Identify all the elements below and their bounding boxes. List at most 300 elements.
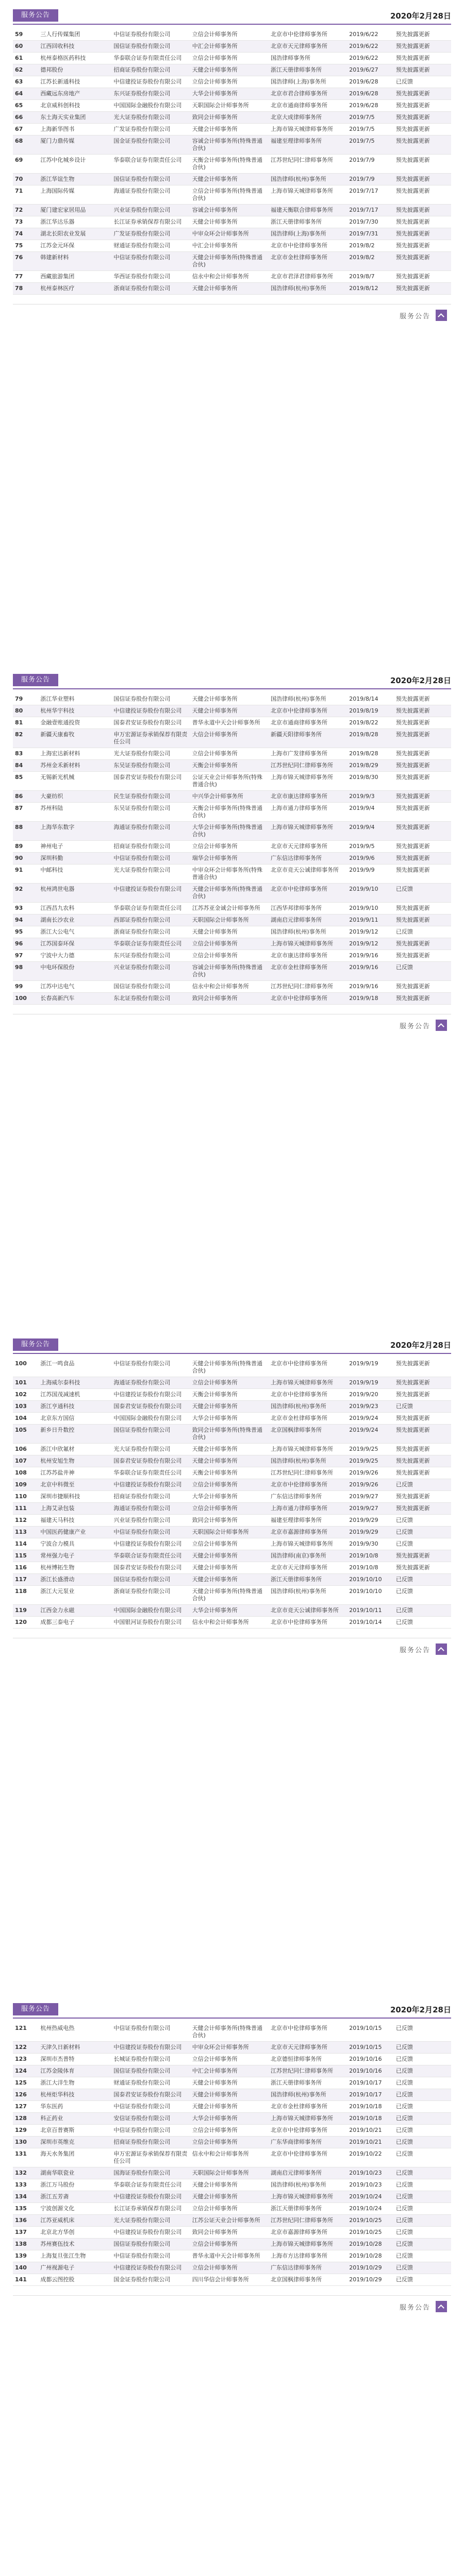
header-tag: 服务公告: [13, 1338, 58, 1351]
sponsor-name: 申万宏源证券承销保荐有限责任公司: [113, 2150, 188, 2164]
review-status: 预先披露更新: [395, 1427, 430, 1433]
review-status: 预先披露更新: [395, 1415, 430, 1421]
law-firm: 广东信达律师事务所: [270, 855, 322, 861]
table-row: [13, 865, 451, 884]
audit-firm: 立信会计师事务所(特殊普通合伙): [192, 188, 262, 201]
law-firm: 国浩律师(杭州)事务所: [270, 176, 326, 182]
law-firm: 上海市通力律师事务所: [270, 805, 327, 811]
law-firm: 北京市中伦律师事务所: [270, 707, 327, 714]
company-name: 江苏金元环保: [40, 242, 75, 249]
law-firm: 江苏世纪同仁律师事务所: [270, 2217, 333, 2224]
filing-date: 2019/10/8: [349, 1552, 378, 1559]
sponsor-name: 国泰君安证券股份有限公司: [113, 1564, 182, 1571]
company-name: 深圳市捷顺科技: [40, 1493, 80, 1500]
row-index: 65: [15, 102, 23, 109]
audit-firm: 容诚会计师事务所(特殊普通合伙): [192, 138, 262, 151]
arrow-right-icon[interactable]: [436, 310, 447, 321]
sponsor-name: 浙商证券股份有限公司: [113, 928, 171, 935]
table-row: [13, 993, 451, 1005]
audit-firm: 天健会计师事务所: [192, 285, 238, 292]
table-row: [13, 2239, 451, 2250]
law-firm: 北京市嘉源律师事务所: [270, 1529, 327, 1535]
filing-date: 2019/10/25: [349, 2217, 382, 2224]
audit-firm: 天健会计师事务所(特殊普通合伙): [192, 254, 262, 268]
sponsor-name: 中国国际金融股份有限公司: [113, 1607, 182, 1614]
sponsor-name: 华泰联合证券有限责任公司: [113, 940, 182, 947]
row-index: 138: [15, 2241, 27, 2247]
company-name: 北京中科微至: [40, 1481, 75, 1488]
review-status: 已反馈: [395, 2217, 413, 2224]
table-row: [13, 1491, 451, 1503]
review-status: 预先披露更新: [395, 114, 430, 121]
law-firm: 北京市通商律师事务所: [270, 102, 327, 109]
review-status: 预先披露更新: [395, 731, 430, 738]
company-name: 上海复旦张江生物: [40, 2252, 86, 2259]
row-index: 67: [15, 126, 23, 132]
filing-date: 2019/6/22: [349, 55, 378, 61]
company-name: 新疆天康畜牧: [40, 731, 75, 738]
audit-firm: 立信会计师事务所: [192, 1481, 238, 1488]
sponsor-name: 兴业证券股份有限公司: [113, 207, 171, 213]
law-firm: 福建至理律师事务所: [270, 1517, 322, 1523]
header-divider: [13, 24, 451, 25]
filing-date: 2019/10/11: [349, 1607, 382, 1614]
filing-date: 2019/9/16: [349, 952, 378, 959]
audit-firm: 天健会计师事务所(特殊普通合伙): [192, 2025, 262, 2039]
filing-date: 2019/6/28: [349, 102, 378, 109]
review-status: 预先披露更新: [395, 1469, 430, 1476]
review-status: 已反馈: [395, 2056, 413, 2062]
sponsor-name: 中信建投证券股份有限公司: [113, 1540, 182, 1547]
law-firm: 北京大成律师事务所: [270, 114, 322, 121]
review-status: 预先披露更新: [395, 43, 430, 49]
filing-date: 2019/10/24: [349, 2193, 382, 2200]
table-row: [13, 2137, 451, 2148]
row-index: 97: [15, 952, 23, 959]
audit-firm: 天健会计师事务所: [192, 1564, 238, 1571]
review-status: 预先披露更新: [395, 1458, 430, 1464]
sponsor-name: 东吴证券股份有限公司: [113, 762, 171, 769]
company-name: 宁波合力模具: [40, 1540, 75, 1547]
law-firm: 北京市康达律师事务所: [270, 952, 327, 959]
page-footer: [13, 304, 451, 325]
sponsor-name: 中信证券股份有限公司: [113, 2252, 171, 2259]
sponsor-name: 民生证券股份有限公司: [113, 793, 171, 800]
row-index: 94: [15, 917, 23, 923]
filing-date: 2019/6/22: [349, 43, 378, 49]
company-name: 华东医药: [40, 2103, 63, 2110]
review-status: 预先披露更新: [395, 55, 430, 61]
law-firm: 北京国枫律师事务所: [270, 2276, 322, 2283]
law-firm: 上海市锦天城律师事务所: [270, 188, 333, 194]
header-divider: [13, 688, 451, 689]
row-index: 113: [15, 1529, 27, 1535]
audit-firm: 大华会计师事务所: [192, 1493, 238, 1500]
law-firm: 浙江天册律师事务所: [270, 2205, 322, 2212]
filing-date: 2019/10/10: [349, 1588, 382, 1595]
filing-date: 2019/6/27: [349, 66, 378, 73]
audit-firm: 大华会计师事务所: [192, 2115, 238, 2122]
audit-firm: 立信会计师事务所: [192, 1379, 238, 1386]
review-status: 已反馈: [395, 1540, 413, 1547]
law-firm: 上海市锦天城律师事务所: [270, 774, 333, 781]
row-index: 119: [15, 1607, 27, 1614]
review-status: 预先披露更新: [395, 1505, 430, 1512]
table-row: [13, 2167, 451, 2179]
filing-date: 2019/8/28: [349, 731, 378, 738]
row-index: 88: [15, 824, 23, 831]
filing-date: 2019/10/22: [349, 2150, 382, 2157]
table-row: [13, 803, 451, 822]
company-name: 深圳市杰普特: [40, 2056, 75, 2062]
company-name: 江苏中化城乡设计: [40, 157, 86, 163]
sponsor-name: 中信建投证券股份有限公司: [113, 78, 182, 85]
law-firm: 上海市广发律师事务所: [270, 750, 327, 757]
row-index: 141: [15, 2276, 27, 2283]
company-name: 江苏长新通科技: [40, 78, 80, 85]
filing-table: [13, 1358, 451, 1629]
row-index: 115: [15, 1552, 27, 1559]
audit-firm: 大信会计师事务所: [192, 731, 238, 738]
company-name: 成都云图控股: [40, 2276, 75, 2283]
audit-firm: 致同会计师事务所(特殊普通合伙): [192, 1427, 262, 1440]
audit-firm: 中汇会计师事务所: [192, 2067, 238, 2074]
table-row: [13, 748, 451, 760]
company-name: 杭州华宇科技: [40, 707, 75, 714]
row-index: 73: [15, 218, 23, 225]
row-index: 62: [15, 66, 23, 73]
law-firm: 广东信达律师事务所: [270, 1493, 322, 1500]
header-date: 2020年2月28日: [390, 676, 451, 685]
table-row: [13, 926, 451, 938]
audit-firm: 天健会计师事务所: [192, 2079, 238, 2086]
audit-firm: 立信会计师事务所: [192, 2056, 238, 2062]
review-status: 预先披露更新: [395, 138, 430, 144]
filing-date: 2019/10/21: [349, 2139, 382, 2145]
review-status: 预先披露更新: [395, 1564, 430, 1571]
sponsor-name: 华泰联合证券有限责任公司: [113, 1469, 182, 1476]
row-index: 133: [15, 2181, 27, 2188]
row-index: 104: [15, 1415, 27, 1421]
review-status: 预先披露更新: [395, 855, 430, 861]
law-firm: 北京市金杜律师事务所: [270, 254, 327, 261]
sponsor-name: 华泰联合证券有限责任公司: [113, 1552, 182, 1559]
filing-date: 2019/7/17: [349, 188, 378, 194]
review-status: 预先披露更新: [395, 719, 430, 726]
table-row: [13, 841, 451, 853]
review-status: 预先披露更新: [395, 750, 430, 757]
audit-firm: 立信会计师事务所: [192, 31, 238, 38]
filing-date: 2019/9/6: [349, 855, 375, 861]
company-name: 深圳市英维克: [40, 2139, 75, 2145]
arrow-right-icon[interactable]: [436, 1020, 447, 1031]
company-name: 浙江大洋生物: [40, 2079, 75, 2086]
row-index: 91: [15, 867, 23, 873]
row-index: 126: [15, 2091, 27, 2098]
law-firm: 上海市通力律师事务所: [270, 1505, 327, 1512]
sponsor-name: 中信建投证券股份有限公司: [113, 2264, 182, 2271]
company-name: 金融壹账通投资: [40, 719, 80, 726]
row-index: 100: [15, 995, 27, 1002]
row-index: 130: [15, 2139, 27, 2145]
company-name: 湖南长沙农业: [40, 917, 75, 923]
law-firm: 国浩律师(上海)事务所: [270, 230, 326, 237]
sponsor-name: 中信证券股份有限公司: [113, 1529, 171, 1535]
table-row: [13, 2250, 451, 2262]
audit-firm: 天健会计师事务所: [192, 696, 238, 702]
filing-date: 2019/10/25: [349, 2229, 382, 2235]
sponsor-name: 光大证券股份有限公司: [113, 2217, 171, 2224]
table-row: [13, 914, 451, 926]
audit-firm: 天健会计师事务所: [192, 218, 238, 225]
row-index: 89: [15, 843, 23, 850]
sponsor-name: 国信证券股份有限公司: [113, 2067, 171, 2074]
sponsor-name: 中信建投证券股份有限公司: [113, 886, 182, 892]
filing-date: 2019/9/5: [349, 843, 375, 850]
filing-date: 2019/9/27: [349, 1493, 378, 1500]
audit-firm: 致同会计师事务所: [192, 1517, 238, 1523]
company-name: 杭州泰格医药科技: [40, 55, 86, 61]
review-status: 预先披露更新: [395, 793, 430, 800]
table-row: [13, 174, 451, 185]
table-row: [13, 283, 451, 295]
audit-firm: 立信会计师事务所: [192, 2205, 238, 2212]
audit-firm: 信永中和会计师事务所: [192, 273, 249, 280]
company-name: 江苏苏盐井神: [40, 1469, 75, 1476]
filing-date: 2019/9/25: [349, 1446, 378, 1452]
review-status: 预先披露更新: [395, 707, 430, 714]
audit-firm: 天健会计师事务所: [192, 1552, 238, 1559]
table-row: [13, 100, 451, 112]
filing-date: 2019/7/9: [349, 176, 375, 182]
table-row: [13, 962, 451, 981]
company-name: 西藏旅游集团: [40, 273, 75, 280]
audit-firm: 立信会计师事务所: [192, 952, 238, 959]
law-firm: 国浩律师(杭州)事务所: [270, 1458, 326, 1464]
law-firm: 浙江天册律师事务所: [270, 1576, 322, 1583]
filing-date: 2019/9/10: [349, 905, 378, 911]
sponsor-name: 中信建投证券股份有限公司: [113, 707, 182, 714]
table-row: [13, 2215, 451, 2227]
table-row: [13, 705, 451, 717]
sponsor-name: 国金证券股份有限公司: [113, 2276, 171, 2283]
table-row: [13, 252, 451, 271]
sponsor-name: 国泰君安证券股份有限公司: [113, 719, 182, 726]
law-firm: 江苏世纪同仁律师事务所: [270, 762, 333, 769]
row-index: 134: [15, 2193, 27, 2200]
review-status: 已反馈: [395, 2150, 413, 2157]
audit-firm: 立信会计师事务所: [192, 2127, 238, 2133]
row-index: 76: [15, 254, 23, 261]
filing-date: 2019/7/5: [349, 114, 375, 121]
company-name: 江苏中达电气: [40, 983, 75, 990]
audit-firm: 天健会计师事务所(特殊普通合伙): [192, 886, 262, 900]
company-name: 中邮科技: [40, 867, 63, 873]
review-status: 预先披露更新: [395, 1360, 430, 1367]
table-row: [13, 271, 451, 283]
header-tag: 服务公告: [13, 674, 58, 686]
law-firm: 国浩律师(杭州)事务所: [270, 928, 326, 935]
law-firm: 北京市通商律师事务所: [270, 719, 327, 726]
review-status: 预先披露更新: [395, 952, 430, 959]
review-status: 预先披露更新: [395, 843, 430, 850]
filing-date: 2019/10/28: [349, 2252, 382, 2259]
row-index: 136: [15, 2217, 27, 2224]
company-name: 大豪纺织: [40, 793, 63, 800]
law-firm: 北京市天元律师事务所: [270, 43, 327, 49]
sponsor-name: 中国银河证券股份有限公司: [113, 1619, 182, 1625]
row-index: 120: [15, 1619, 27, 1625]
law-firm: 湖南启元律师事务所: [270, 917, 322, 923]
audit-firm: 中汇会计师事务所: [192, 242, 238, 249]
company-name: 江西昌九农科: [40, 905, 75, 911]
announcement-page: [13, 1329, 451, 1659]
row-index: 114: [15, 1540, 27, 1547]
law-firm: 北京市中伦律师事务所: [270, 2127, 327, 2133]
review-status: 已反馈: [395, 1481, 413, 1488]
audit-firm: 立信会计师事务所: [192, 78, 238, 85]
audit-firm: 天健会计师事务所: [192, 1576, 238, 1583]
law-firm: 新疆天阳律师事务所: [270, 731, 322, 738]
arrow-right-icon[interactable]: [436, 2301, 447, 2312]
audit-firm: 立信会计师事务所: [192, 750, 238, 757]
sponsor-name: 国金证券股份有限公司: [113, 138, 171, 144]
law-firm: 广东华商律师事务所: [270, 2139, 322, 2145]
filing-date: 2019/9/24: [349, 1415, 378, 1421]
review-status: 预先披露更新: [395, 1552, 430, 1559]
filing-date: 2019/9/29: [349, 1529, 378, 1535]
audit-firm: 大华会计师事务所: [192, 1415, 238, 1421]
review-status: 已反馈: [395, 78, 413, 85]
review-status: 已反馈: [395, 2127, 413, 2133]
filing-date: 2019/9/16: [349, 964, 378, 971]
review-status: 预先披露更新: [395, 1379, 430, 1386]
table-row: [13, 1401, 451, 1413]
law-firm: 福建天衡联合律师事务所: [270, 207, 333, 213]
header-date: 2020年2月28日: [390, 2005, 451, 2014]
law-firm: 北京市竞天公诚律师事务所: [270, 867, 339, 873]
table-row: [13, 1550, 451, 1562]
review-status: 已反馈: [395, 1576, 413, 1583]
review-status: 已反馈: [395, 886, 413, 892]
law-firm: 北京市中伦律师事务所: [270, 2025, 327, 2031]
filing-date: 2019/8/30: [349, 774, 378, 781]
company-name: 深圳科勤: [40, 855, 63, 861]
company-name: 西藏远东房地产: [40, 90, 80, 97]
review-status: 已反馈: [395, 2139, 413, 2145]
company-name: 江苏亚威机床: [40, 2217, 75, 2224]
company-name: 宁波创源文化: [40, 2205, 75, 2212]
sponsor-name: 国信证券股份有限公司: [113, 1576, 171, 1583]
sponsor-name: 光大证券股份有限公司: [113, 114, 171, 121]
filing-date: 2019/10/21: [349, 2127, 382, 2133]
filing-date: 2019/9/4: [349, 805, 375, 811]
sponsor-name: 华泰联合证券有限责任公司: [113, 2181, 182, 2188]
sponsor-name: 财通证券股份有限公司: [113, 2079, 171, 2086]
company-name: 中国医药健康产业: [40, 1529, 86, 1535]
sponsor-name: 东北证券股份有限公司: [113, 995, 171, 1002]
law-firm: 北京市中伦律师事务所: [270, 2150, 327, 2157]
review-status: 已反馈: [395, 2115, 413, 2122]
filing-date: 2019/10/17: [349, 2091, 382, 2098]
sponsor-name: 国信证券股份有限公司: [113, 1427, 171, 1433]
row-index: 101: [15, 1379, 27, 1386]
table-row: [13, 981, 451, 993]
filing-table: [13, 2023, 451, 2286]
sponsor-name: 招商证券股份有限公司: [113, 843, 171, 850]
row-index: 93: [15, 905, 23, 911]
review-status: 预先披露更新: [395, 805, 430, 811]
audit-firm: 立信会计师事务所: [192, 2241, 238, 2247]
audit-firm: 公证天业会计师事务所(特殊普通合伙): [192, 774, 262, 788]
table-row: [13, 729, 451, 748]
audit-firm: 信永中和会计师事务所: [192, 1619, 249, 1625]
audit-firm: 天健会计师事务所: [192, 2091, 238, 2098]
table-row: [13, 53, 451, 64]
filing-date: 2019/9/11: [349, 917, 378, 923]
sponsor-name: 国信证券股份有限公司: [113, 983, 171, 990]
company-name: 科正药业: [40, 2115, 63, 2122]
review-status: 已反馈: [395, 1619, 413, 1625]
filing-date: 2019/10/29: [349, 2276, 382, 2283]
law-firm: 北京市中伦律师事务所: [270, 1481, 327, 1488]
law-firm: 北京市中伦律师事务所: [270, 995, 327, 1002]
company-name: 江苏国泰环保: [40, 940, 75, 947]
audit-firm: 立信会计师事务所: [192, 55, 238, 61]
sponsor-name: 国泰君安证券股份有限公司: [113, 2091, 182, 2098]
sponsor-name: 中信证券股份有限公司: [113, 2103, 171, 2110]
company-name: 上海宏达新材料: [40, 750, 80, 757]
filing-date: 2019/7/5: [349, 138, 375, 144]
filing-date: 2019/8/14: [349, 696, 378, 702]
audit-firm: 天衡会计师事务所: [192, 762, 238, 769]
filing-date: 2019/10/15: [349, 2025, 382, 2031]
audit-firm: 中审众环会计师事务所: [192, 230, 249, 237]
arrow-right-icon[interactable]: [436, 1643, 447, 1655]
footer-label: 服务公告: [399, 313, 430, 320]
filing-date: 2019/9/27: [349, 1505, 378, 1512]
row-index: 103: [15, 1403, 27, 1410]
company-name: 福建天马科技: [40, 1517, 75, 1523]
sponsor-name: 中信建投证券股份有限公司: [113, 2044, 182, 2050]
review-status: 已反馈: [395, 1529, 413, 1535]
sponsor-name: 中信建投证券股份有限公司: [113, 1481, 182, 1488]
filing-date: 2019/6/28: [349, 90, 378, 97]
footer-label: 服务公告: [399, 2304, 430, 2312]
company-name: 三人行传媒集团: [40, 31, 80, 38]
review-status: 预先披露更新: [395, 696, 430, 702]
law-firm: 北京市天元律师事务所: [270, 1564, 327, 1571]
audit-firm: 天健会计师事务所: [192, 2181, 238, 2188]
sponsor-name: 国泰君安证券股份有限公司: [113, 774, 182, 781]
filing-date: 2019/7/9: [349, 157, 375, 163]
audit-firm: 瑞华会计师事务所: [192, 855, 238, 861]
audit-firm: 立信会计师事务所: [192, 2139, 238, 2145]
review-status: 预先披露更新: [395, 940, 430, 947]
audit-firm: 致同会计师事务所: [192, 2229, 238, 2235]
company-name: 杭州博拓生物: [40, 1564, 75, 1571]
sponsor-name: 长江证券承销保荐有限公司: [113, 2205, 182, 2212]
sponsor-name: 中国国际金融股份有限公司: [113, 1415, 182, 1421]
law-firm: 上海市锦天城律师事务所: [270, 2241, 333, 2247]
review-status: 已反馈: [395, 2264, 413, 2271]
table-row: [13, 185, 451, 205]
sponsor-name: 中信建投证券股份有限公司: [113, 2193, 182, 2200]
review-status: 预先披露更新: [395, 218, 430, 225]
company-name: 上海新华图书: [40, 126, 75, 132]
header-tag: 服务公告: [13, 2003, 58, 2015]
audit-firm: 天健会计师事务所: [192, 1446, 238, 1452]
